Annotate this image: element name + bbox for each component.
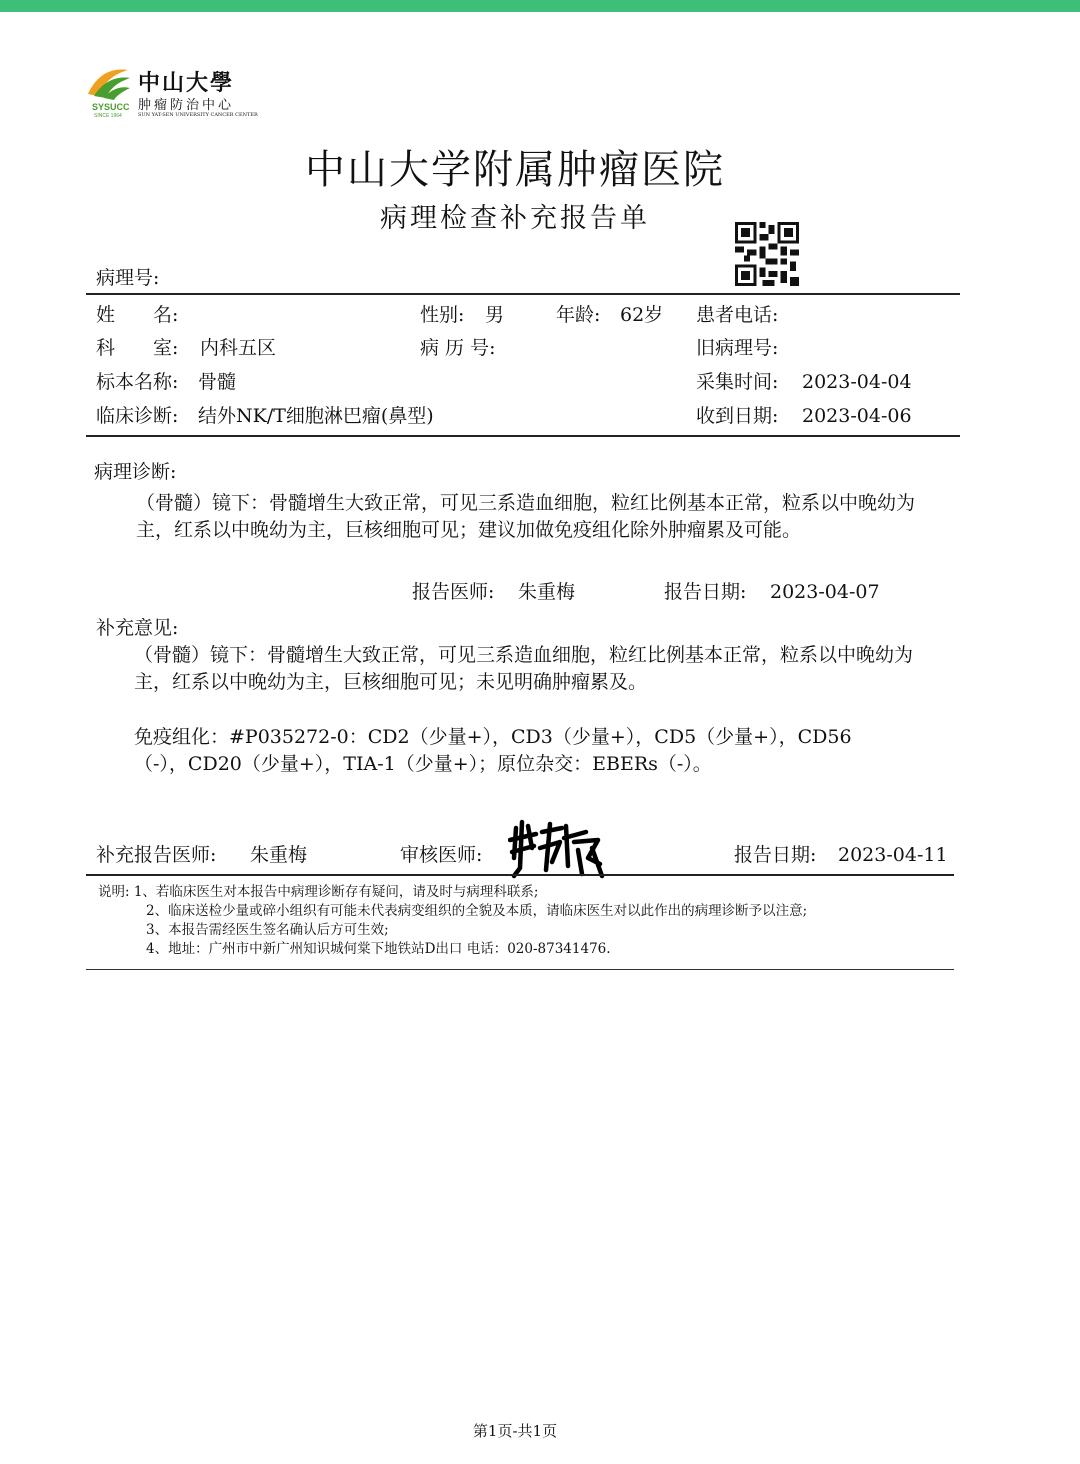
age-label: 年龄:: [556, 304, 601, 326]
report-doctor-value: 朱重梅: [518, 581, 576, 603]
report-date-value: 2023-04-07: [770, 581, 880, 603]
gender-label: 性别:: [420, 304, 465, 326]
clinical-diagnosis-label: 临床诊断:: [96, 405, 179, 427]
department-value: 内科五区: [200, 337, 277, 359]
logo-center-name: 肿瘤防治中心: [138, 98, 235, 113]
specimen-value: 骨髓: [198, 371, 237, 393]
supplement-doctor-value: 朱重梅: [250, 844, 308, 866]
report-doctor-label: 报告医师:: [412, 581, 495, 603]
note-line-1: 说明: 1、若临床医生对本报告中病理诊断存有疑问，请及时与病理科联系;: [98, 884, 539, 900]
pathology-diagnosis-label: 病理诊断:: [94, 461, 177, 483]
logo-abbreviation: SYSUCC: [92, 102, 130, 112]
pathology-diagnosis-text: （骨髓）镜下：骨髓增生大致正常，可见三系造血细胞，粒红比例基本正常，粒系以中晚幼为主，红系以中晚幼为主，巨核细胞可见；建议加做免疫组化除外肿瘤累及可能。: [136, 492, 916, 541]
supplement-doctor-label: 补充报告医师:: [96, 844, 217, 866]
collection-time-label: 采集时间:: [696, 371, 779, 393]
reviewer-label: 审核医师:: [400, 844, 483, 866]
gender-value: 男: [485, 304, 505, 326]
old-pathology-number-label: 旧病理号:: [696, 337, 779, 359]
pathology-number-label: 病理号:: [96, 267, 160, 289]
top-accent-bar: [0, 0, 1080, 12]
supplement-opinion-text: （骨髓）镜下：骨髓增生大致正常，可见三系造血细胞，粒红比例基本正常，粒系以中晚幼为主，红系以中晚幼为主，巨核细胞可见；未见明确肿瘤累及。: [134, 644, 914, 693]
final-report-date-label: 报告日期:: [734, 844, 817, 866]
received-date-label: 收到日期:: [696, 405, 779, 427]
received-date-value: 2023-04-06: [802, 405, 912, 427]
final-report-date-value: 2023-04-11: [838, 844, 948, 866]
patient-name-label: 姓 名:: [96, 304, 179, 326]
patient-phone-label: 患者电话:: [696, 304, 779, 326]
reviewer-signature: [508, 818, 608, 880]
department-label: 科 室:: [96, 337, 179, 359]
note-line-4: 4、地址：广州市中新广州知识城何棠下地铁站D出口 电话：020-87341476.: [146, 941, 611, 957]
logo-emblem-icon: [84, 64, 134, 104]
supplement-opinion-label: 补充意见:: [96, 617, 179, 639]
report-title: 病理检查补充报告单: [380, 203, 650, 234]
hospital-name: 中山大学附属肿瘤医院: [305, 147, 725, 193]
ihc-line-1: 免疫组化：#P035272-0：CD2（少量+），CD3（少量+），CD5（少量+），CD56: [134, 726, 852, 748]
clinical-diagnosis-value: 结外NK/T细胞淋巴瘤(鼻型): [198, 405, 434, 427]
collection-time-value: 2023-04-04: [802, 371, 912, 393]
header-divider: [86, 293, 960, 295]
note-line-3: 3、本报告需经医生签名确认后方可生效;: [146, 922, 389, 938]
logo-since: SINCE 1964: [94, 113, 122, 119]
signoff-divider: [86, 874, 954, 876]
medical-record-label: 病 历 号:: [420, 337, 496, 359]
specimen-label: 标本名称:: [96, 371, 179, 393]
ihc-line-2: （-），CD20（少量+），TIA-1（少量+）；原位杂交：EBERs（-）。: [134, 753, 712, 775]
age-value: 62岁: [620, 304, 664, 326]
report-date-label: 报告日期:: [664, 581, 747, 603]
notes-divider: [86, 969, 954, 970]
page-number: 第1页-共1页: [472, 1422, 558, 1440]
logo-center-english: SUN YAT-SEN UNIVERSITY CANCER CENTER: [138, 112, 258, 118]
hospital-logo: [84, 64, 258, 124]
note-line-2: 2、临床送检少量或碎小组织有可能未代表病变组织的全貌及本质，请临床医生对以此作出的病理诊断予以注意;: [146, 903, 808, 919]
logo-university-name: 中山大學: [138, 70, 235, 96]
patient-info-divider: [86, 435, 960, 437]
qr-code-icon: [735, 222, 799, 286]
